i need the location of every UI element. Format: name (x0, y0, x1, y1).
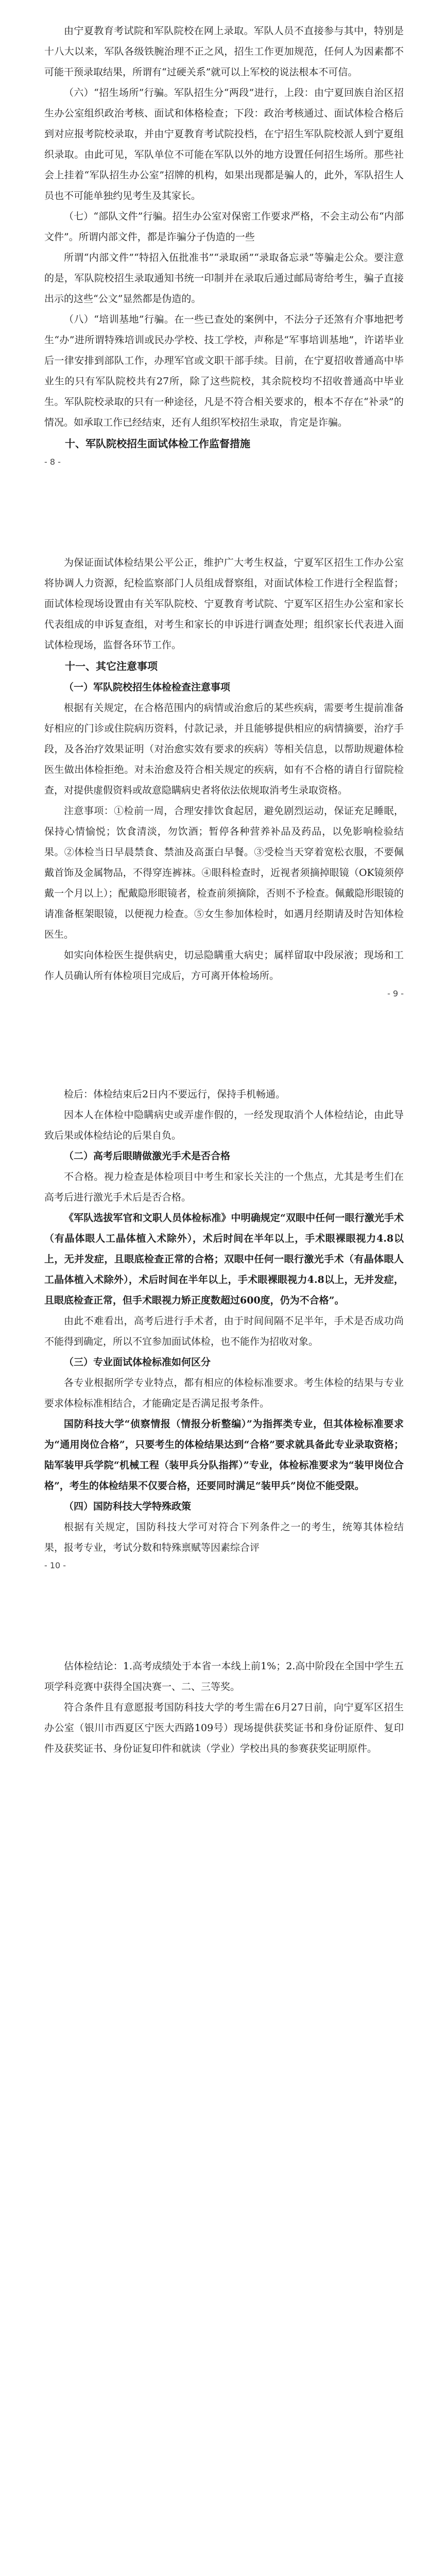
sub-heading: （一）军队院校招生体检检查注意事项 (64, 682, 231, 693)
paragraph: 由宁夏教育考试院和军队院校在网上录取。军队人员不直接参与其中，特别是十八大以来，军队各级铁腕治理不正之风，招生工作更加规范，任何人为因素都不可能干预录取结果，所谓有“过硬关系”就可以上军校的说法根本不可信。 (44, 25, 404, 78)
paragraph: （八）“培训基地”行骗。在一些已查处的案例中，不法分子还煞有介事地把考生“办”进所谓特殊培训或民办学校、技工学校，声称是“军事培训基地”，许诺毕业后一律安排到部队工作，办理军官或文职干部手续。目前，在宁夏招收普通高中毕业生的只有军队院校共有27所，除了这些院校，其余院校均不招收普通高中毕业生。军队院校录取的只有一种途径，凡是不符合相关要求的，根本不存在“补录”的情况。如承取工作已经结束，还有人组织军校招生录取，肯定是诈骗。 (44, 314, 404, 428)
paragraph: 根据有关规定，国防科技大学可对符合下列条件之一的考生，统筹其体检结果，报考专业，考试分数和特殊禀赋等因素综合评 (44, 1521, 404, 1553)
paragraph: 由此不难看出，高考后进行手术者，由于时间间隔不足半年，手术是否成功尚不能得到确定，所以不宜参加面试体检，也不能作为招收对象。 (44, 1315, 404, 1347)
paragraph: 根据有关规定，在合格范围内的病情或治愈后的某些疾病，需要考生提前准备好相应的门诊或住院病历资料，付款记录，并且能够提供相应的病情摘要，治疗手段，及各治疗效果证明（对治愈实效有要求的疾病）等相关信息，以帮助规避体检医生做出体检拒绝。对未治愈及符合相关规定的疾病，如有不合格的请自行留院检查，对提供虚假资料或故意隐瞒病史者将依法依规取消考生录取资格。 (44, 702, 404, 796)
sub-heading: （四）国防科技大学特殊政策 (64, 1501, 192, 1512)
section-page-11 (44, 1656, 404, 1759)
section-heading: 十一、其它注意事项 (65, 660, 158, 672)
paragraph: （七）“部队文件”行骗。招生办公室对保密工作要求严格，不会主动公布“内部文件”。所谓内部文件，都是诈骗分子伪造的一些 (44, 211, 404, 243)
paragraph: （六）“招生场所”行骗。军队招生分“两段”进行，上段：由宁夏回族自治区招生办公室组织政治考核、面试和体格检查；下段：政治考核通过、面试体检合格后到对应报考院校录取，并由宁夏教育考试院投档，在宁招生军队院校派人到宁夏组织录取。由此可见，军队单位不可能在军队以外的地方设置任何招生场所。那些社会上挂着“军队招生办公室”招牌的机构，如果出现都是骗人的，此外，军队招生人员也不可能单独约见考生及其家长。 (44, 87, 404, 201)
page-gap (44, 1002, 404, 1084)
paragraph: 所谓“内部文件”“特招入伍批准书”“录取函”“录取备忘录”等骗走公众。要注意的是，军队院校招生录取通知书统一印制并在录取后通过邮局寄给考生，骗子直接出示的这些“公文”显然都是伪造的。 (44, 252, 404, 304)
paragraph: 各专业根据所学专业特点，都有相应的体检标准要求。考生体检的结果与专业要求体检标准相结合，才能确定是否满足报考条件。 (44, 1377, 404, 1409)
paragraph: 估体检结论：1.高考成绩处于本省一本线上前1%；2.高中阶段在全国中学生五项学科竞赛中获得全国决赛一、二、三等奖。 (44, 1660, 404, 1692)
paragraph-bold: 国防科技大学“侦察情报（情报分析整编）”为指挥类专业，但其体检标准要求为“通用岗位合格”，只要考生的体检结果达到“合格”要求就具备此专业录取资格；陆军装甲兵学院“机械工程（装甲兵分队指挥）”专业，体检标准要求为“装甲岗位合格”，考生的体检结果不仅要合格，还要同时满足“装甲兵”岗位不能受限。 (44, 1418, 404, 1492)
paragraph: 符合条件且有意愿报考国防科技大学的考生需在6月27日前，向宁夏军区招生办公室（银川市西夏区宁医大西路109号）现场提供获奖证书和身份证原件、复印件及获奖证书、身份证复印件和就读（学业）学校出具的参赛获奖证明原件。 (44, 1702, 404, 1754)
page-gap (44, 1573, 404, 1656)
page-gap (44, 470, 404, 552)
paragraph: 检后：体检结束后2日内不要远行，保持手机畅通。 (64, 1089, 286, 1100)
paragraph-bold: 《军队选拔军官和文职人员体检标准》中明确规定“双眼中任何一眼行激光手术（有晶体眼人工晶体植入术除外），术后时间在半年以上，手术眼裸眼视力4.8以上，无并发症，且眼底检查正常的合格；双眼中任何一眼行激光手术（有晶体眼人工晶体植入术除外），术后时间在半年以上，手术眼裸眼视力4.8以上，无并发症，且眼底检查正常，但手术眼视力矫正度数超过600度，仍为不合格”。 (44, 1212, 404, 1306)
sub-heading: （三）专业面试体检标准如何区分 (64, 1357, 211, 1368)
sub-heading: （二）高考后眼睛做激光手术是否合格 (64, 1150, 231, 1162)
paragraph: 不合格。视力检查是体检项目中考生和家长关注的一个焦点，尤其是考生们在高考后进行激光手术后是否合格。 (44, 1171, 404, 1203)
page-number: - 8 - (44, 457, 61, 467)
paragraph: 因本人在体检中隐瞒病史或弄虚作假的，一经发现取消个人体检结论，由此导致后果或体检结论的后果自负。 (44, 1109, 404, 1141)
paragraph: 注意事项：①检前一周，合理安排饮食起居，避免剧烈运动，保证充足睡眠，保持心情愉悦；饮食清淡，勿饮酒；暂停各种营养补品及药品，以免影响检验结果。②体检当日早晨禁食、禁油及高蛋白早餐。③受检当天穿着宽松衣服，不要佩戴首饰及金属物品，不得穿连裤袜。④眼科检查时，近视者须摘掉眼镜（OK镜须停戴一个月以上）；配戴隐形眼镜者，检查前须摘除，否则不予检查。佩戴隐形眼镜的请准备框架眼镜，以便视力检查。⑤女生参加体检时，如遇月经期请及时告知体检医生。 (44, 805, 404, 940)
section-page-8 (44, 21, 404, 470)
section-page-10 (44, 1084, 404, 1573)
section-heading: 十、军队院校招生面试体检工作监督措施 (65, 437, 250, 450)
section-page-9 (44, 552, 404, 1002)
paragraph: 为保证面试体检结果公平公正，维护广大考生权益，宁夏军区招生工作办公室将协调人力资源，纪检监察部门人员组成督察组，对面试体检工作进行全程监督；面试体检现场设置由有关军队院校、宁夏教育考试院、宁夏军区招生办公室和家长代表组成的申诉复查组，对考生和家长的申诉进行调查处理；组织家长代表进入面试体检现场，监督各环节工作。 (44, 557, 404, 651)
page-number: - 10 - (44, 1561, 66, 1570)
page-number: - 9 - (387, 989, 404, 998)
paragraph: 如实向体检医生提供病史，切忌隐瞒重大病史；属样留取中段尿液；现场和工作人员确认所有体检项目完成后，方可离开体检场所。 (44, 950, 404, 981)
